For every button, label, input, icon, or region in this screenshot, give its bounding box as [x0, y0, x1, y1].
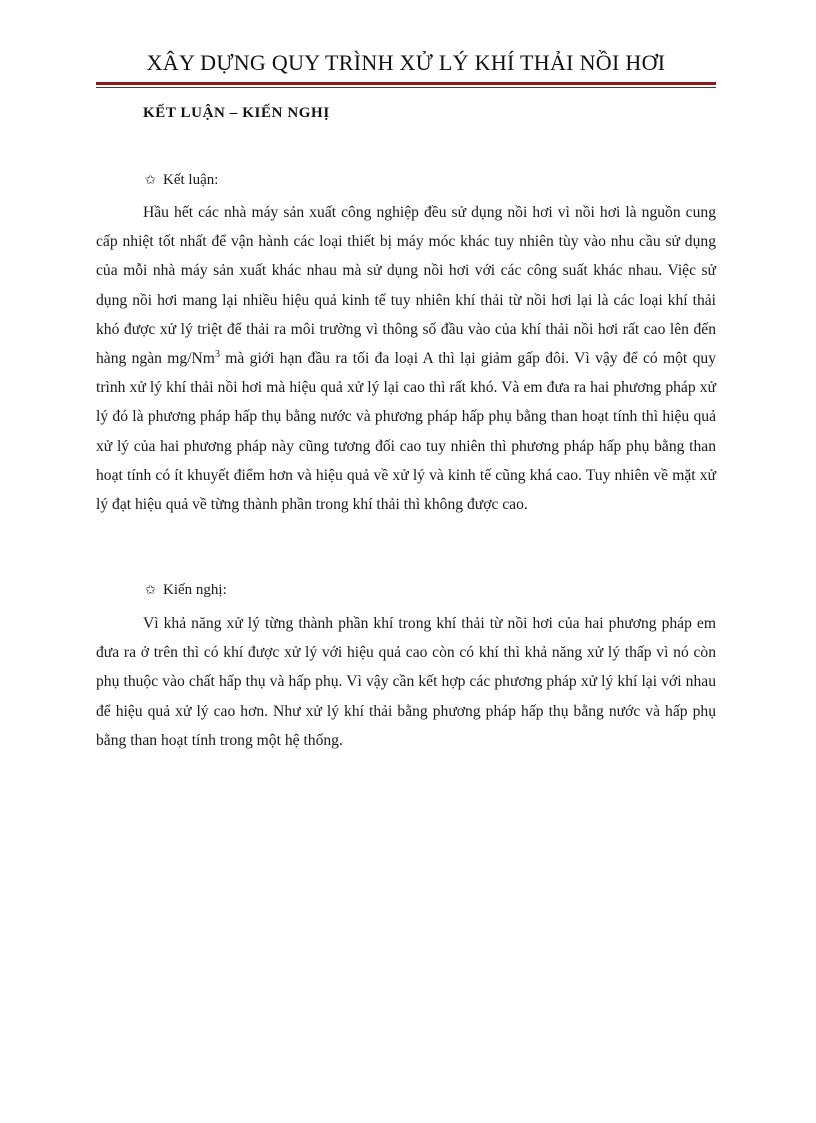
page-header-title: XÂY DỰNG QUY TRÌNH XỬ LÝ KHÍ THẢI NỒI HƠI [146, 50, 666, 75]
star-outline-icon: ✩ [145, 172, 156, 187]
recommendation-subheading [145, 582, 227, 599]
section-heading: KẾT LUẬN – KIẾN NGHỊ [143, 105, 330, 121]
header-rule-thin [96, 87, 716, 88]
conclusion-text-part2: mà giới hạn đầu ra tối đa loại A thì lại giảm gấp đôi. Vì vậy để có một quy trình xử lý khí thải nồi hơi mà hiệu quả xử lý lại cao thì rất khó. Và em đưa ra hai phương pháp xử lý đó là phương pháp hấp thụ bằng nước và phương pháp hấp phụ bằng than hoạt tính thì hiệu quả xử lý của hai phương pháp này cũng tương đối cao tuy nhiên thì phương pháp hấp phụ bằng than hoạt tính có ít khuyết điểm hơn và hiệu quả về xử lý và kinh tế cũng khá cao. Tuy nhiên về mặt xử lý đạt hiệu quả về từng thành phần trong khí thải thì không được cao. [96, 350, 716, 514]
conclusion-paragraph [96, 198, 716, 519]
header-rule [96, 82, 716, 85]
conclusion-text-part1: Hầu hết các nhà máy sản xuất công nghiệp đều sử dụng nồi hơi vì nồi hơi là nguồn cung cấp nhiệt tốt nhất để vận hành các loại thiết bị máy móc khác tuy nhiên tùy vào nhu cầu sử dụng của mỗi nhà máy sản xuất khác nhau mà sử dụng nồi hơi với các công suất khác nhau. Việc sử dụng nồi hơi mang lại nhiều hiệu quả kinh tế tuy nhiên khí thải từ nồi hơi lại là các loại khí thải khó được xử lý triệt để thải ra môi trường vì thông số đầu vào của khí thải nồi hơi rất cao lên đến hàng ngàn mg/Nm [96, 204, 716, 368]
superscript-3: 3 [214, 348, 220, 360]
recommendation-paragraph: Vì khả năng xử lý từng thành phần khí trong khí thải từ nồi hơi của hai phương pháp em đưa ra ở trên thì có khí được xử lý với hiệu quả cao còn có khí thì khả năng xử lý thấp vì nó còn phụ thuộc vào chất hấp thụ và hấp phụ. Vì vậy cần kết hợp các phương pháp xử lý khí lại với nhau để hiệu quả xử lý cao hơn. Như xử lý khí thải bằng phương pháp hấp thụ bằng nước và hấp phụ bằng than hoạt tính trong một hệ thống. [96, 615, 716, 749]
conclusion-subheading [145, 172, 218, 189]
conclusion-label: Kết luận: [163, 172, 219, 188]
recommendation-label: Kiến nghị: [163, 582, 227, 598]
star-outline-icon: ✩ [145, 582, 156, 597]
